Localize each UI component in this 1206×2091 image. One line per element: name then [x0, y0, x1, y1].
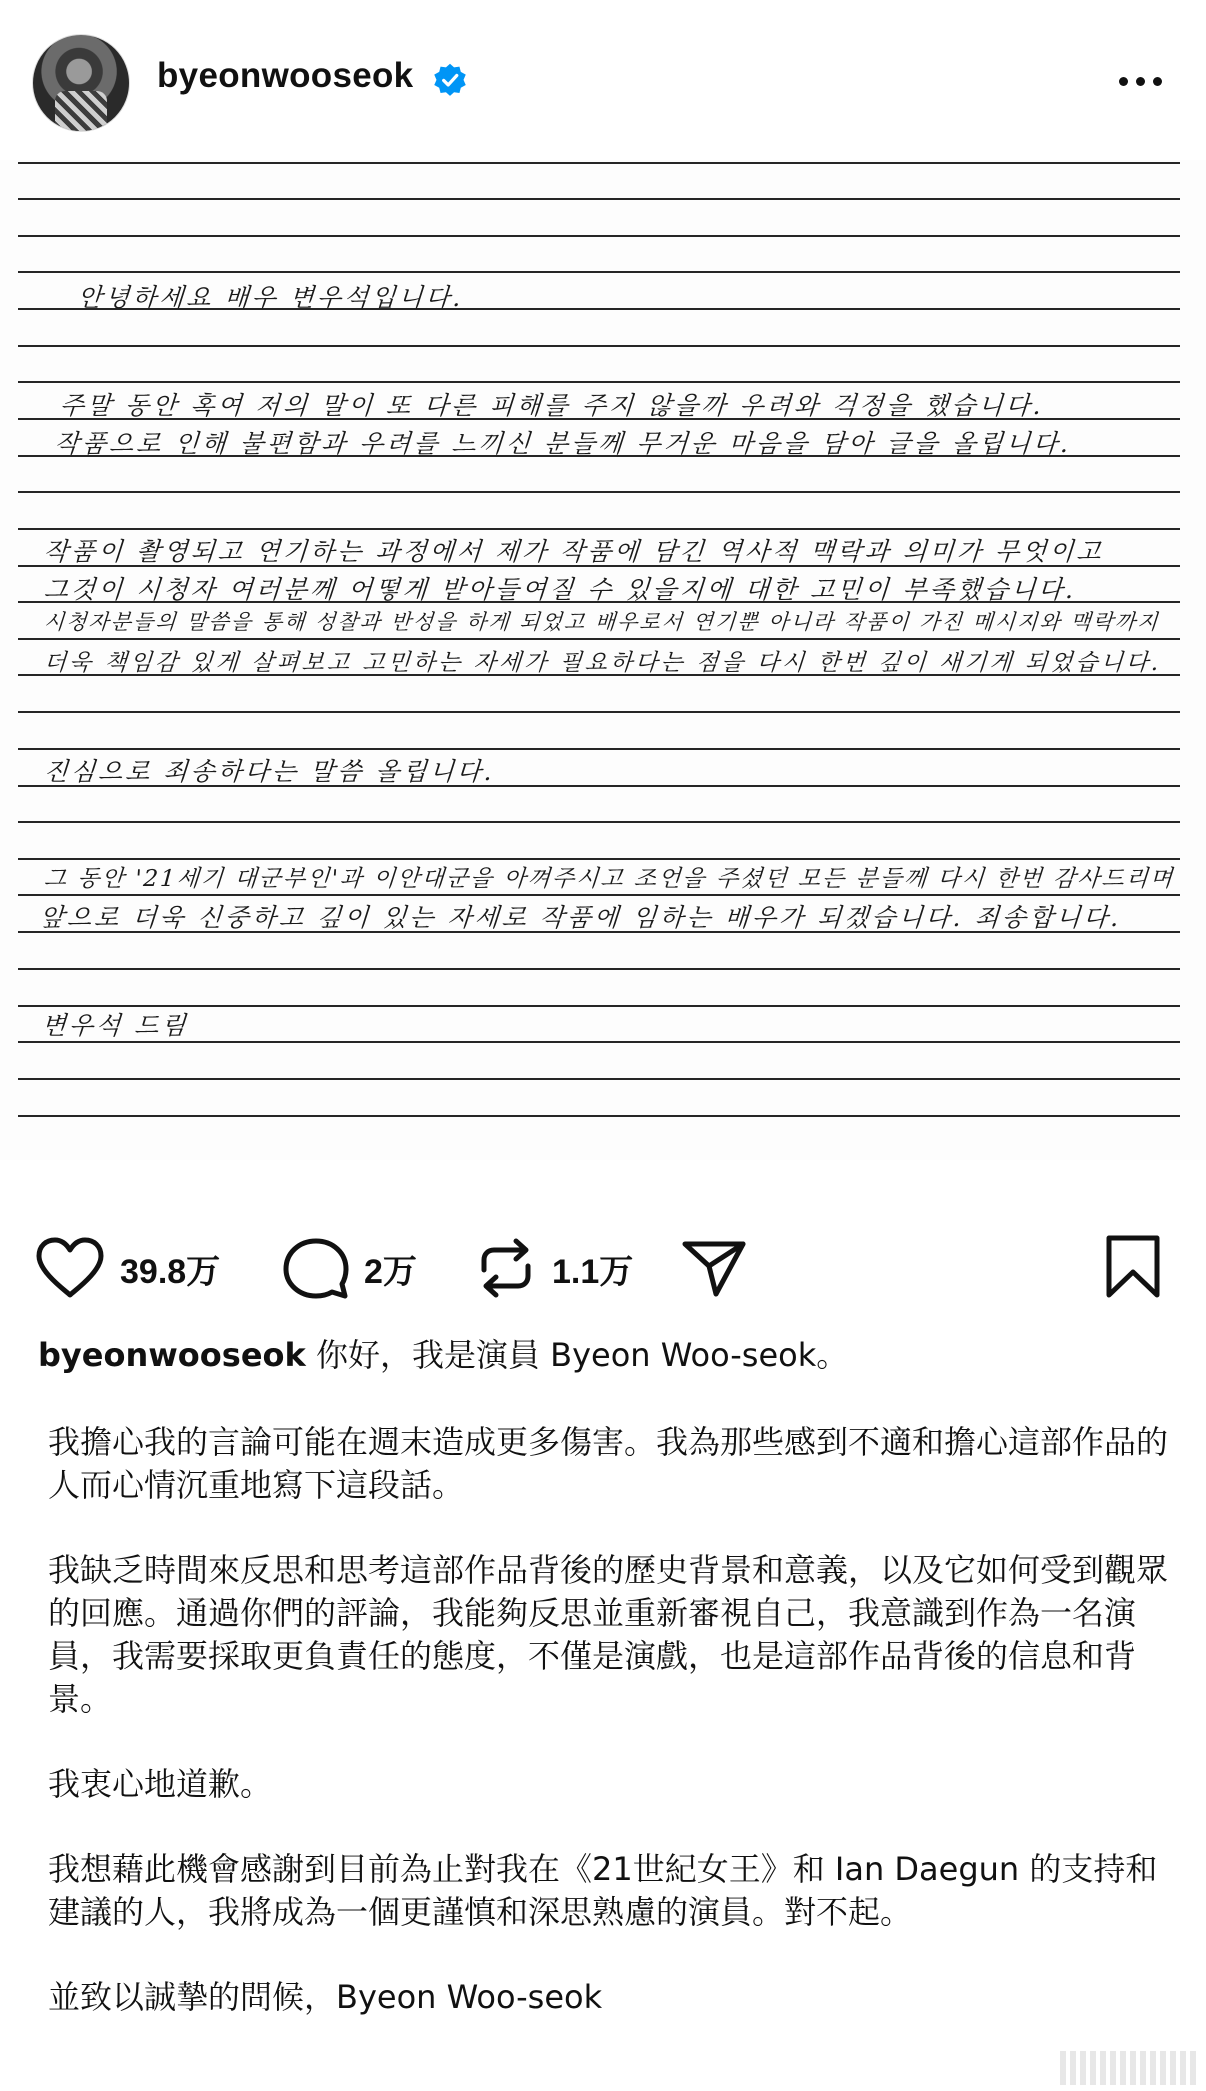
letter-line: 안녕하세요 배우 변우석입니다. — [76, 283, 465, 312]
bookmark-icon — [1104, 1234, 1162, 1300]
like-count: 39.8万 — [120, 1252, 221, 1291]
comment-icon — [282, 1236, 350, 1300]
more-dot — [1136, 77, 1145, 86]
caption-paragraph: 我想藉此機會感謝到目前為止對我在《21世紀女王》和 Ian Daegun 的支持和建議的人，我將成為一個更謹慎和深思熟慮的演員。對不起。 — [48, 1850, 1158, 1931]
ruled-line — [18, 638, 1180, 640]
caption-first-line — [38, 1334, 1168, 1377]
ruled-line — [18, 198, 1180, 200]
heart-icon — [34, 1236, 106, 1300]
more-dot — [1119, 77, 1128, 86]
send-icon — [680, 1236, 748, 1300]
repost-icon — [474, 1236, 538, 1300]
caption-paragraph: 我缺乏時間來反思和思考這部作品背後的歷史背景和意義，以及它如何受到觀眾的回應。通過你們的評論，我能夠反思並重新審視自己，我意識到作為一名演員，我需要採取更負責任的態度，不僅是演戲，也是這部作品背後的信息和背景。 — [48, 1551, 1169, 1718]
comment-button[interactable] — [282, 1236, 417, 1300]
letter-line: 작품으로 인해 불편함과 우려를 느끼신 분들께 무거운 마음을 담아 글을 올립니다. — [53, 429, 1073, 458]
watermark — [1060, 2051, 1200, 2085]
ruled-line — [18, 162, 1180, 164]
post-header — [0, 0, 1206, 160]
ruled-line — [18, 235, 1180, 237]
caption-username[interactable]: byeonwooseok — [38, 1336, 306, 1374]
letter-line: 그 동안 '21세기 대군부인'과 이안대군을 아껴주시고 조언을 주셨던 모든 분들께 다시 한번 감사드리며 — [42, 866, 1176, 892]
username[interactable]: byeonwooseok — [157, 56, 414, 95]
letter-line: 그것이 시청자 여러분께 어떻게 받아들여질 수 있을지에 대한 고민이 부족했습니다. — [42, 575, 1078, 604]
ruled-line — [18, 748, 1180, 750]
ruled-line — [18, 968, 1180, 970]
ruled-line — [18, 345, 1180, 347]
letter-line: 변우석 드림 — [40, 1011, 190, 1040]
caption-paragraph: 我衷心地道歉。 — [48, 1765, 273, 1803]
save-button[interactable] — [1104, 1234, 1162, 1300]
letter-line: 시청자분들의 말씀을 통해 성찰과 반성을 하게 되었고 배우로서 연기뿐 아니라 작품이 가진 메시지와 맥락까지 — [43, 610, 1161, 634]
avatar[interactable] — [32, 34, 130, 132]
ruled-line — [18, 271, 1180, 273]
post-caption — [38, 1334, 1168, 2061]
caption-paragraph: 並致以誠摯的問候，Byeon Woo-seok — [48, 1978, 603, 2016]
more-dot — [1153, 77, 1162, 86]
ruled-line — [18, 821, 1180, 823]
caption-paragraph: 我擔心我的言論可能在週末造成更多傷害。我為那些感到不適和擔心這部作品的人而心情沉重地寫下這段話。 — [48, 1423, 1169, 1504]
ruled-line — [18, 894, 1180, 896]
repost-button[interactable] — [474, 1236, 633, 1300]
ruled-line — [18, 381, 1180, 383]
ruled-line — [18, 1005, 1180, 1007]
like-button[interactable] — [34, 1236, 220, 1300]
letter-line: 앞으로 더욱 신중하고 깊이 있는 자세로 작품에 임하는 배우가 되겠습니다. 죄송합니다. — [38, 903, 1123, 932]
post-action-bar — [0, 1210, 1206, 1320]
letter-line: 주말 동안 혹여 저의 말이 또 다른 피해를 주지 않을까 우려와 걱정을 했습니다. — [58, 391, 1045, 420]
share-button[interactable] — [680, 1236, 748, 1300]
letter-line: 더욱 책임감 있게 살펴보고 고민하는 자세가 필요하다는 점을 다시 한번 깊이 새기게 되었습니다. — [42, 650, 1163, 676]
post-image-handwritten-letter[interactable] — [0, 160, 1206, 1160]
repost-count: 1.1万 — [552, 1252, 634, 1291]
more-options-button[interactable] — [1112, 66, 1168, 96]
caption-greeting: 你好，我是演員 Byeon Woo-seok。 — [315, 1336, 849, 1374]
verified-badge-icon — [432, 62, 468, 98]
ruled-line — [18, 491, 1180, 493]
ruled-line — [18, 1115, 1180, 1117]
ruled-line — [18, 1078, 1180, 1080]
letter-line: 진심으로 죄송하다는 말씀 올립니다. — [42, 757, 496, 786]
letter-line: 작품이 촬영되고 연기하는 과정에서 제가 작품에 담긴 역사적 맥락과 의미가 무엇이고 — [42, 537, 1105, 566]
ruled-line — [18, 1041, 1180, 1043]
comment-count: 2万 — [364, 1252, 417, 1291]
ruled-line — [18, 528, 1180, 530]
ruled-line — [18, 711, 1180, 713]
